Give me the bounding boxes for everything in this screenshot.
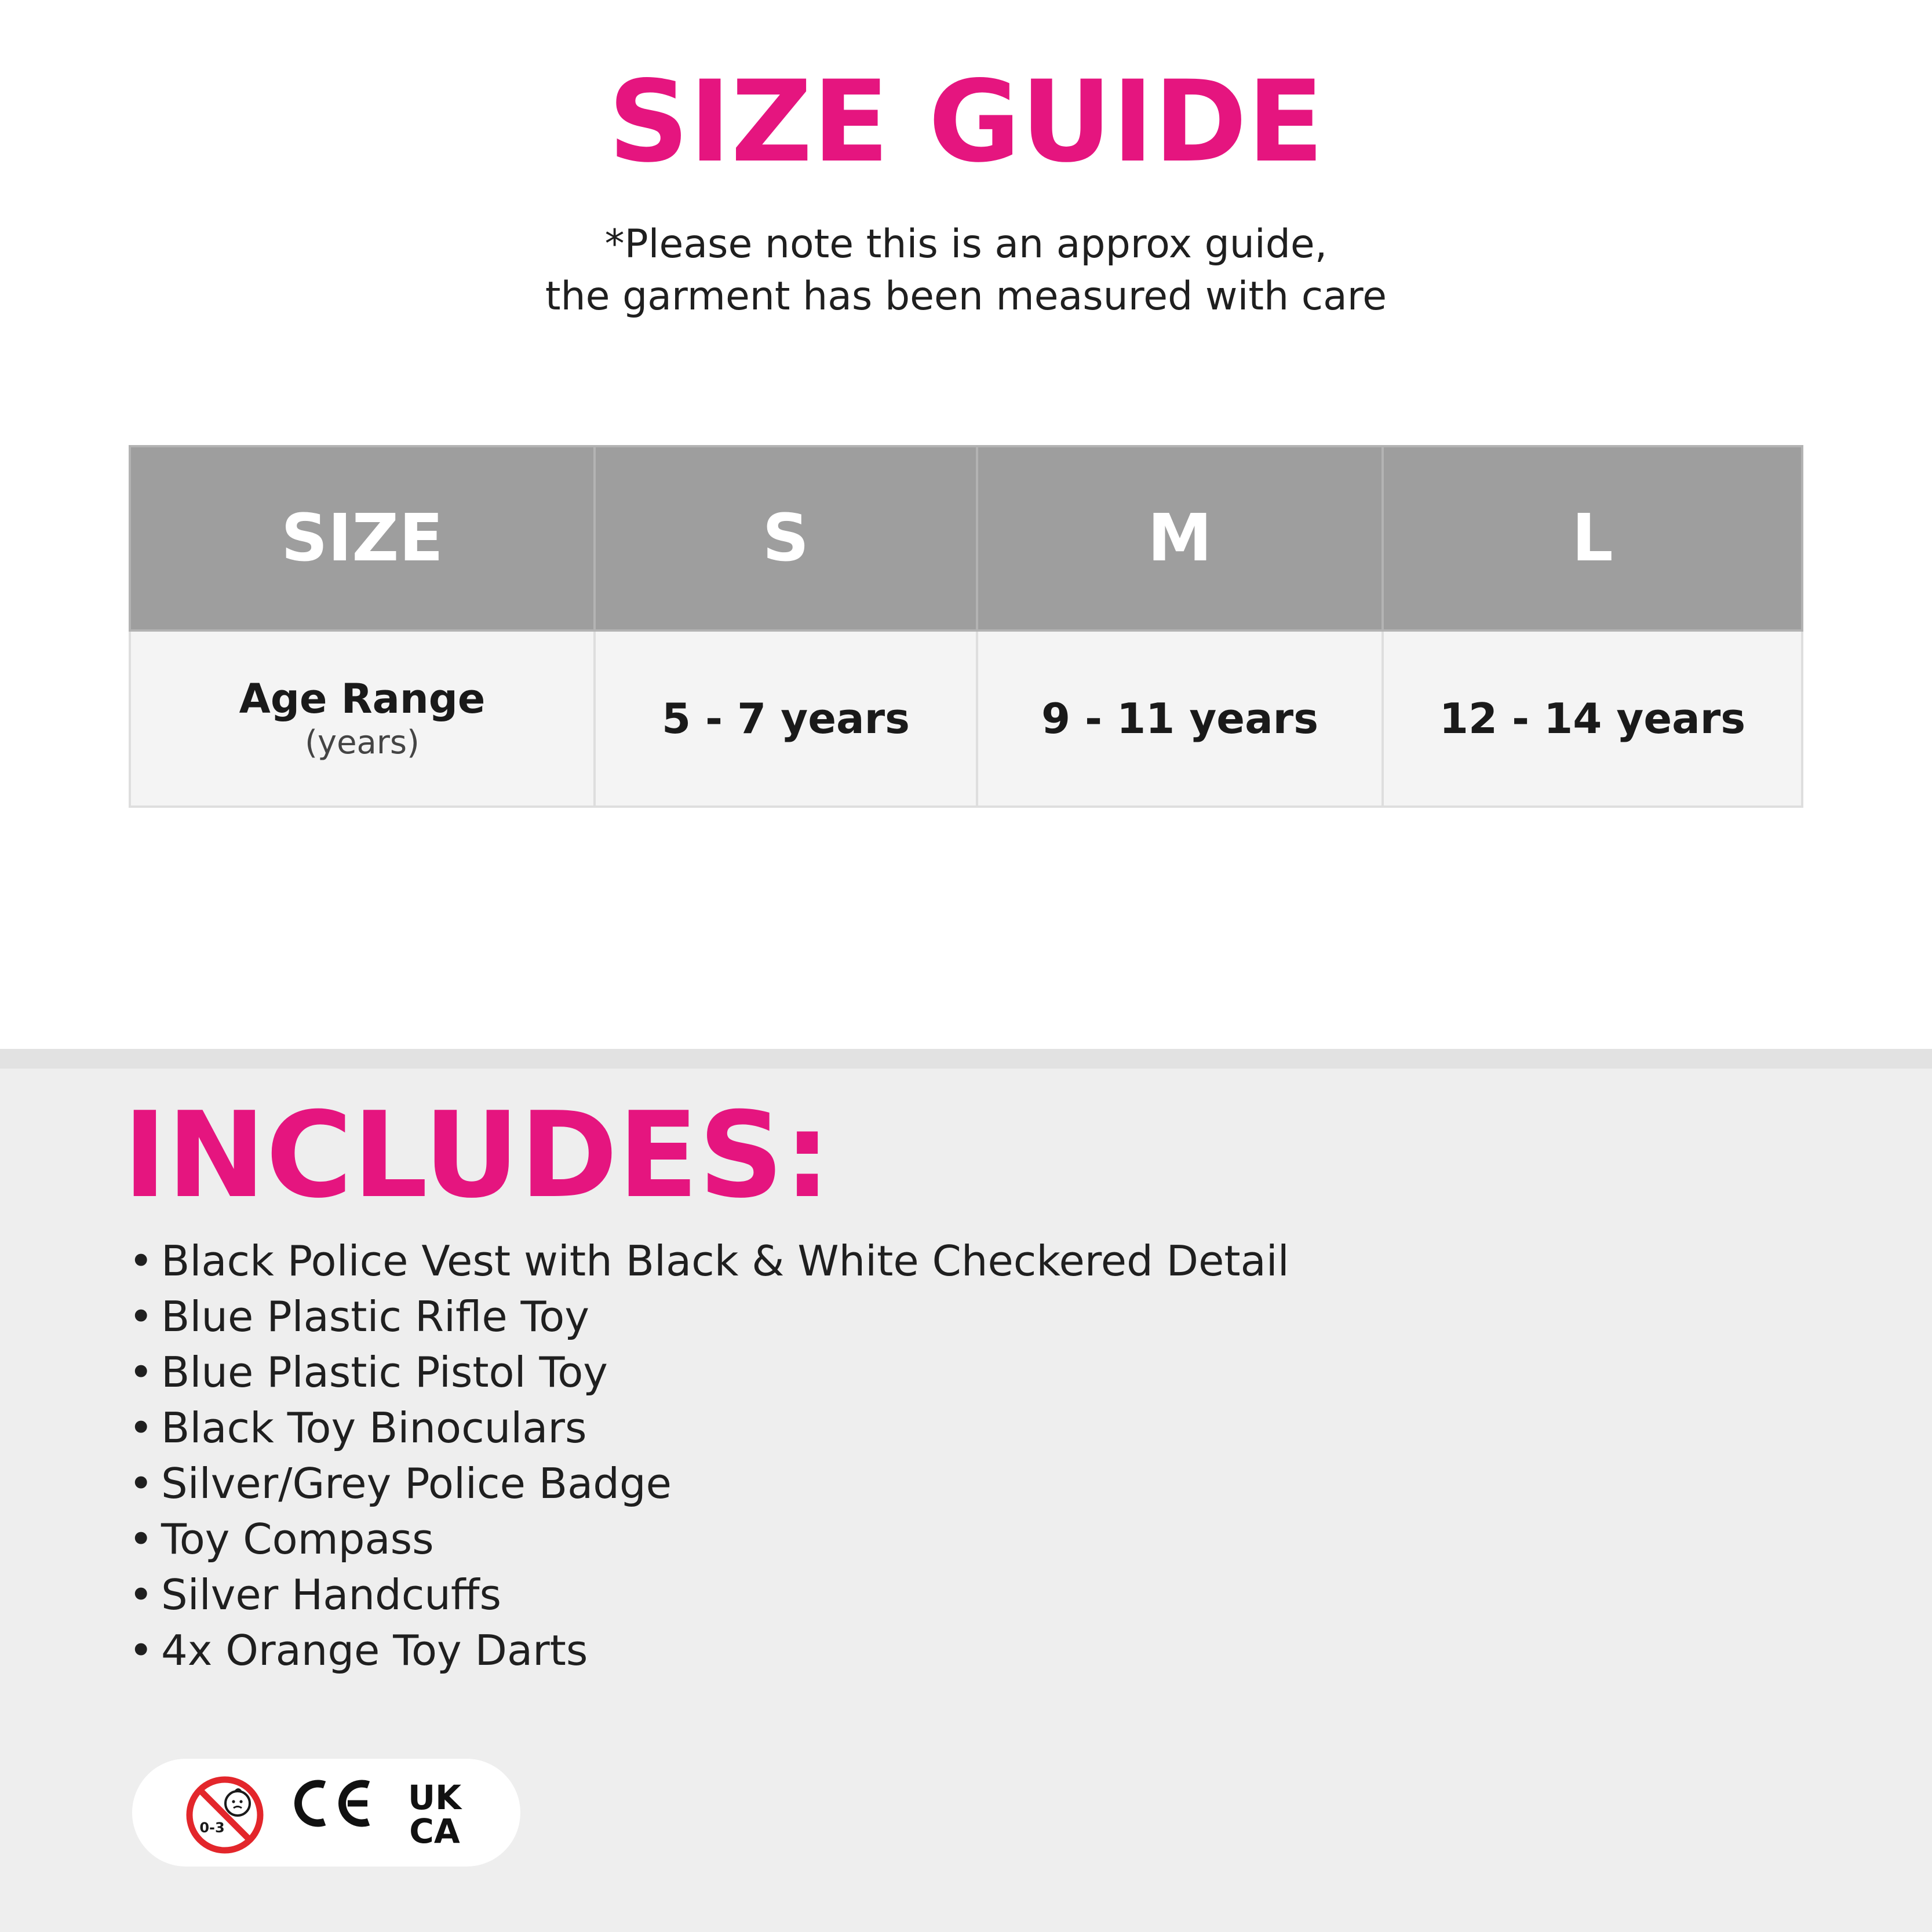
bullet: • xyxy=(129,1292,154,1341)
list-item xyxy=(129,1623,1289,1678)
size-header-m: M xyxy=(977,446,1383,630)
list-item xyxy=(129,1567,1289,1623)
age-warning-icon xyxy=(185,1776,264,1854)
age-range-l: 12 - 14 years xyxy=(1383,630,1802,807)
list-item xyxy=(129,1344,1289,1400)
bullet: • xyxy=(129,1404,154,1452)
age-range-label: Age Range xyxy=(239,675,486,723)
bullet: • xyxy=(129,1348,154,1397)
list-item xyxy=(129,1456,1289,1511)
age-range-unit: (years) xyxy=(305,724,420,761)
item-text: Black Toy Binoculars xyxy=(161,1404,587,1452)
item-text: 4x Orange Toy Darts xyxy=(161,1626,588,1675)
item-text: Toy Compass xyxy=(161,1515,434,1563)
includes-list xyxy=(129,1233,1289,1678)
size-header-s: S xyxy=(595,446,977,630)
ukca-mark-icon xyxy=(400,1779,469,1849)
size-header-label: SIZE xyxy=(130,446,595,630)
bullet: • xyxy=(129,1570,154,1619)
size-note-line-1: *Please note this is an approx guide, xyxy=(604,221,1328,267)
list-item xyxy=(129,1511,1289,1567)
bullet: • xyxy=(129,1626,154,1675)
includes-title: INCLUDES: xyxy=(123,1087,831,1224)
age-warning-label: 0-3 xyxy=(199,1820,225,1836)
age-range-row xyxy=(130,630,1802,807)
bullet: • xyxy=(129,1237,154,1285)
list-item xyxy=(129,1289,1289,1344)
ce-mark-icon xyxy=(290,1774,376,1832)
size-table xyxy=(129,445,1803,808)
list-item xyxy=(129,1400,1289,1456)
page-title: SIZE GUIDE xyxy=(608,56,1324,187)
item-text: Silver/Grey Police Badge xyxy=(161,1459,672,1508)
age-range-m: 9 - 11 years xyxy=(977,630,1383,807)
ukca-line-1: UK xyxy=(407,1779,462,1817)
size-note-line-2: the garment has been measured with care xyxy=(545,274,1387,319)
ukca-line-2: CA xyxy=(409,1811,460,1849)
item-text: Silver Handcuffs xyxy=(161,1570,502,1619)
age-range-label-cell xyxy=(130,630,595,807)
bullet: • xyxy=(129,1459,154,1508)
size-header-row xyxy=(130,446,1802,630)
size-header-l: L xyxy=(1383,446,1802,630)
item-text: Black Police Vest with Black & White Checkered Detail xyxy=(161,1237,1289,1285)
item-text: Blue Plastic Pistol Toy xyxy=(161,1348,608,1397)
item-text: Blue Plastic Rifle Toy xyxy=(161,1292,589,1341)
bullet: • xyxy=(129,1515,154,1563)
list-item xyxy=(129,1233,1289,1289)
age-range-s: 5 - 7 years xyxy=(595,630,977,807)
